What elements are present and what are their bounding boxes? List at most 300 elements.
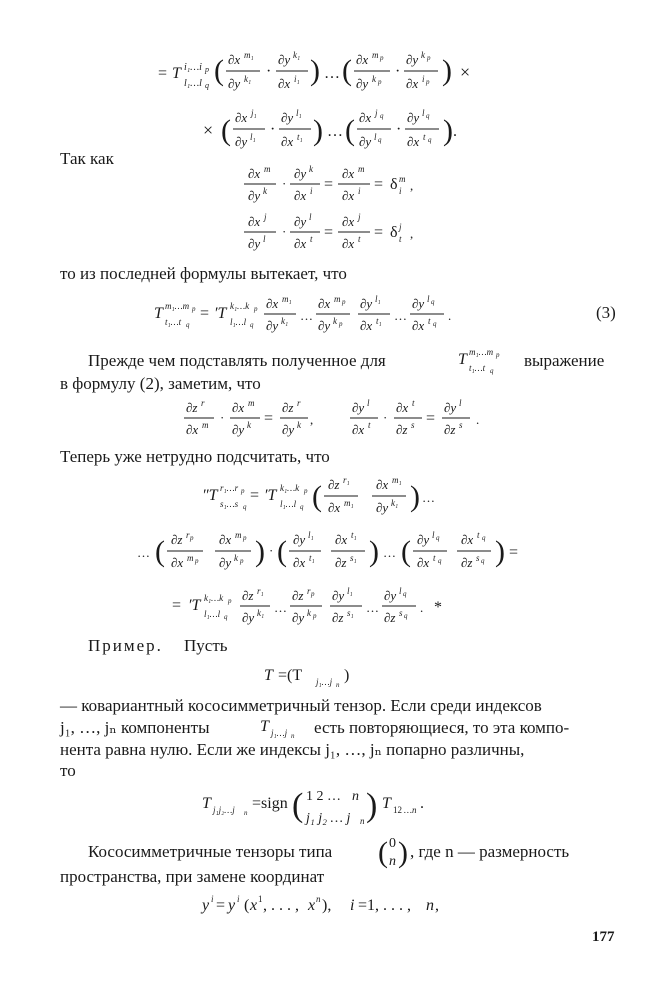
svg-text:·: ·: [220, 410, 225, 425]
svg-text:j: j: [375, 108, 378, 118]
svg-text:δ: δ: [390, 224, 398, 241]
svg-text:n: n: [360, 816, 365, 826]
svg-text:∂z: ∂z: [292, 588, 304, 603]
svg-text:i: i: [310, 186, 313, 196]
svg-text:…: …: [274, 600, 287, 615]
svg-text:t: t: [368, 420, 371, 430]
svg-text:j₁j₂…j: j₁j₂…j: [213, 805, 235, 815]
svg-text:l₁…l: l₁…l: [280, 499, 297, 509]
svg-text:…n: …n: [404, 805, 417, 815]
svg-text:l: l: [367, 398, 370, 408]
svg-text:∂x: ∂x: [335, 532, 348, 547]
svg-text:m₁…m: m₁…m: [165, 301, 190, 311]
svg-text:…: …: [324, 65, 340, 82]
svg-text:l: l: [459, 398, 462, 408]
svg-text:m: m: [399, 174, 406, 184]
svg-text:l: l: [427, 294, 430, 304]
formula-big-3-svg: [170, 582, 510, 632]
svg-text:): ): [366, 787, 378, 824]
svg-text:(: (: [214, 54, 224, 87]
svg-text:∂x: ∂x: [406, 76, 419, 91]
svg-text:k: k: [263, 186, 267, 196]
svg-text:∂x: ∂x: [266, 296, 279, 311]
svg-text:q: q: [428, 136, 432, 144]
svg-text:): ): [410, 480, 420, 513]
svg-text:∂y: ∂y: [266, 318, 279, 333]
svg-text:=: =: [509, 544, 519, 561]
svg-text:q: q: [481, 557, 485, 565]
svg-text:): ): [369, 535, 379, 568]
svg-text:∂z: ∂z: [444, 422, 456, 437]
svg-text:T: T: [458, 351, 467, 368]
svg-text:p: p: [192, 305, 196, 313]
svg-text:·: ·: [396, 121, 402, 138]
svg-text:T: T: [154, 305, 163, 322]
para2-line2-a: j₁, …, jₙ компоненты: [60, 718, 210, 737]
svg-text:p: p: [195, 557, 199, 565]
svg-text:p: p: [254, 305, 258, 313]
svg-text:∂z: ∂z: [186, 400, 198, 415]
svg-text:∂x: ∂x: [342, 166, 355, 181]
svg-text:∂x: ∂x: [232, 400, 245, 415]
svg-text:p: p: [304, 487, 308, 495]
svg-text:∂y: ∂y: [293, 532, 306, 547]
svg-text:∂z: ∂z: [335, 555, 347, 570]
svg-text:(: (: [378, 836, 388, 869]
text-tak-kak: Так как: [60, 149, 114, 168]
svg-text:∂x: ∂x: [342, 188, 355, 203]
svg-text:′T: ′T: [214, 305, 227, 322]
svg-text:i₁…i: i₁…i: [184, 62, 202, 73]
formula-example-T-svg: [262, 660, 392, 690]
formula-top-line2-svg: [195, 100, 495, 160]
svg-text:∂x: ∂x: [356, 52, 369, 67]
svg-text:l: l: [374, 132, 377, 142]
svg-text:l: l: [422, 108, 425, 118]
svg-text:∂x: ∂x: [294, 188, 307, 203]
svg-text:i: i: [358, 186, 361, 196]
svg-text:t: t: [433, 553, 436, 563]
svg-text:∂z: ∂z: [332, 610, 344, 625]
svg-text:∂x: ∂x: [228, 52, 241, 67]
svg-text:×: ×: [203, 120, 214, 140]
svg-text:x: x: [308, 897, 316, 914]
svg-text:m: m: [372, 50, 379, 60]
svg-text:∂y: ∂y: [332, 588, 345, 603]
svg-text:q: q: [426, 112, 430, 120]
para2-line3: нента равна нулю. Если же индексы j₁, …, jₙ попарно различны,: [60, 740, 525, 759]
svg-text:∂x: ∂x: [342, 236, 355, 251]
svg-text:y: y: [202, 897, 210, 914]
svg-text:l₁…l: l₁…l: [184, 78, 202, 89]
svg-text:(: (: [292, 787, 304, 824]
svg-text:l₁: l₁: [375, 294, 381, 304]
svg-text:r₁…r: r₁…r: [220, 483, 239, 493]
text-now-easy: Теперь уже нетрудно подсчитать, что: [60, 447, 330, 466]
svg-text:i: i: [350, 897, 355, 914]
svg-text:∂y: ∂y: [360, 296, 373, 311]
svg-text:, . . . ,: , . . . ,: [263, 897, 299, 914]
svg-text:′T: ′T: [264, 487, 277, 504]
svg-text:p: p: [339, 320, 343, 328]
para3-part-a: Кососимметричные тензоры типа: [88, 842, 333, 861]
svg-text:m: m: [187, 553, 194, 563]
svg-text:…: …: [137, 545, 150, 560]
svg-text:∂x: ∂x: [342, 214, 355, 229]
svg-text:∂z: ∂z: [328, 477, 340, 492]
svg-text:∂y: ∂y: [412, 296, 425, 311]
formula-delta-1: [240, 162, 460, 208]
svg-text:j: j: [264, 212, 267, 222]
svg-text:∂x: ∂x: [376, 477, 389, 492]
svg-text:(: (: [221, 114, 231, 147]
svg-text:p: p: [342, 298, 346, 306]
svg-text:k₁…k: k₁…k: [280, 483, 300, 493]
svg-text:k₁: k₁: [293, 50, 301, 60]
svg-text:x: x: [250, 897, 258, 914]
svg-text:∂x: ∂x: [352, 422, 365, 437]
svg-text:T: T: [260, 718, 269, 735]
svg-text:·: ·: [266, 63, 272, 80]
svg-text:p: p: [240, 557, 244, 565]
svg-text:t₁: t₁: [376, 316, 382, 326]
svg-text:∂y: ∂y: [417, 532, 430, 547]
formula-top-line1-svg: [150, 40, 530, 100]
svg-text:t₁…t: t₁…t: [165, 317, 182, 327]
svg-text:δ: δ: [390, 176, 398, 193]
page-number: 177: [592, 929, 615, 945]
svg-text:j: j: [358, 212, 361, 222]
svg-text:·: ·: [270, 121, 276, 138]
svg-text:t: t: [423, 132, 426, 142]
svg-text:k: k: [309, 164, 313, 174]
svg-text:…: …: [383, 545, 396, 560]
svg-text:p: p: [311, 590, 315, 598]
para3-part-b: , где n — размерность: [410, 842, 570, 861]
svg-text:l₁…l: l₁…l: [230, 317, 247, 327]
svg-text:q: q: [438, 557, 442, 565]
svg-text:=: =: [264, 410, 274, 427]
svg-text:∂x: ∂x: [412, 318, 425, 333]
svg-text:=1, . . . ,: =1, . . . ,: [358, 897, 412, 914]
svg-text:s₁: s₁: [347, 608, 354, 618]
formula-delta-2-svg: [240, 210, 460, 256]
svg-text:∂x: ∂x: [281, 134, 294, 149]
svg-text:∂y: ∂y: [292, 610, 305, 625]
svg-text:=: =: [172, 597, 182, 614]
svg-text:k₁…k: k₁…k: [204, 593, 224, 603]
svg-text:.: .: [420, 795, 424, 812]
example-let: Пусть: [184, 636, 228, 655]
svg-text:): ): [255, 535, 265, 568]
text-then-follows: то из последней формулы вытекает, что: [60, 264, 347, 283]
svg-text:∂y: ∂y: [278, 52, 291, 67]
svg-text:∂x: ∂x: [360, 318, 373, 333]
svg-text:l: l: [263, 234, 266, 244]
svg-text:=: =: [158, 65, 168, 82]
formula-coord-svg: [200, 888, 500, 918]
svg-text:n: n: [389, 854, 396, 869]
svg-text:r: r: [297, 398, 301, 408]
svg-text:T: T: [264, 667, 273, 684]
svg-text:∂y: ∂y: [248, 236, 261, 251]
svg-text:=: =: [426, 410, 436, 427]
svg-text:i: i: [399, 186, 402, 196]
svg-text:n: n: [244, 809, 248, 817]
formula-eq3: [150, 290, 550, 340]
svg-text:′T: ′T: [188, 597, 201, 614]
svg-text:p: p: [190, 534, 194, 542]
svg-text:∂x: ∂x: [359, 110, 372, 125]
svg-text:j₁…j: j₁…j: [316, 677, 333, 687]
svg-text:k: k: [372, 74, 376, 84]
svg-text:.: .: [420, 600, 424, 615]
svg-text:T: T: [172, 65, 181, 82]
svg-text:,: ,: [410, 226, 414, 241]
svg-text:n: n: [352, 789, 359, 804]
svg-text:n: n: [426, 897, 434, 914]
svg-text:n: n: [291, 732, 295, 739]
svg-text:q: q: [250, 321, 254, 329]
svg-text:·: ·: [282, 176, 287, 191]
svg-text:k: k: [247, 420, 251, 430]
svg-text:…: …: [394, 308, 407, 323]
svg-text:∂y: ∂y: [248, 188, 261, 203]
svg-text:s: s: [459, 420, 463, 430]
svg-text:0: 0: [389, 836, 396, 851]
svg-text:…: …: [422, 490, 435, 505]
svg-text:r₁: r₁: [343, 475, 350, 485]
svg-text:.: .: [476, 412, 480, 427]
svg-text:p: p: [243, 534, 247, 542]
svg-text:.: .: [453, 123, 457, 140]
svg-text:∂y: ∂y: [359, 134, 372, 149]
para1-inline-T: [456, 342, 520, 376]
svg-text:=: =: [216, 897, 226, 914]
svg-text:l₁: l₁: [347, 586, 353, 596]
svg-text:k: k: [297, 420, 301, 430]
svg-text:i: i: [422, 74, 425, 84]
svg-text:∂z: ∂z: [242, 588, 254, 603]
svg-text:∂z: ∂z: [461, 555, 473, 570]
formula-coord: [200, 888, 500, 918]
svg-text:m₁…m: m₁…m: [469, 347, 494, 357]
svg-text:=: =: [324, 224, 334, 241]
svg-text:s: s: [411, 420, 415, 430]
svg-text:∂x: ∂x: [278, 76, 291, 91]
svg-text:×: ×: [460, 62, 471, 82]
svg-text:k₁…k: k₁…k: [230, 301, 250, 311]
svg-text:l₁…l: l₁…l: [204, 609, 221, 619]
svg-text:∂y: ∂y: [282, 422, 295, 437]
svg-text:=: =: [324, 176, 334, 193]
svg-text:p: p: [205, 65, 209, 74]
svg-text:t: t: [477, 530, 480, 540]
svg-text:∂x: ∂x: [219, 532, 232, 547]
svg-text:r: r: [307, 586, 311, 596]
formula-example-T: [262, 660, 392, 690]
svg-text:t₁: t₁: [297, 132, 303, 142]
svg-text:∂x: ∂x: [293, 555, 306, 570]
svg-text:n: n: [316, 894, 321, 904]
svg-text:m: m: [264, 164, 271, 174]
svg-text:∂x: ∂x: [318, 296, 331, 311]
svg-text:l: l: [432, 530, 435, 540]
svg-text:(: (: [401, 535, 411, 568]
svg-text:,: ,: [435, 897, 439, 914]
svg-text:j₁ j₂ … j: j₁ j₂ … j: [306, 811, 351, 826]
svg-text:m₁: m₁: [392, 475, 402, 485]
svg-text:∂x: ∂x: [461, 532, 474, 547]
svg-text:m₁: m₁: [344, 498, 354, 508]
svg-text:∂y: ∂y: [228, 76, 241, 91]
svg-text:m: m: [358, 164, 365, 174]
svg-text:k₁: k₁: [281, 316, 289, 326]
formula-sign: [200, 780, 500, 832]
svg-text:T: T: [202, 795, 211, 812]
svg-text:l₁: l₁: [296, 108, 302, 118]
svg-text:t₁: t₁: [351, 530, 357, 540]
svg-text:·: ·: [282, 224, 287, 239]
svg-text:1 2 …: 1 2 …: [306, 789, 341, 804]
svg-text:∂y: ∂y: [356, 76, 369, 91]
svg-text:l₁: l₁: [308, 530, 314, 540]
example-label: Пример.: [88, 636, 163, 655]
svg-text:=: =: [200, 305, 210, 322]
svg-text:∂z: ∂z: [396, 422, 408, 437]
para1-part-b: выражение: [524, 351, 605, 370]
svg-text:=: =: [374, 224, 384, 241]
svg-text:…: …: [366, 600, 379, 615]
svg-text:∂x: ∂x: [171, 555, 184, 570]
svg-text:(: (: [155, 535, 165, 568]
svg-text:12: 12: [393, 805, 402, 815]
svg-text:t: t: [428, 316, 431, 326]
svg-text:q: q: [300, 503, 304, 511]
svg-text:=(T: =(T: [278, 667, 303, 684]
svg-text:p: p: [228, 597, 232, 605]
svg-text:q: q: [431, 298, 435, 306]
svg-text:): ): [442, 54, 452, 87]
para2-inline-T: [258, 713, 310, 739]
svg-text:(: (: [244, 897, 250, 914]
svg-text:i: i: [211, 894, 214, 904]
formula-big-2-svg: [135, 525, 555, 581]
svg-text:q: q: [403, 590, 407, 598]
svg-text:s: s: [476, 553, 480, 563]
formula-delta-2: [240, 210, 460, 256]
para3-line2: пространства, при замене координат: [60, 867, 325, 886]
formula-big-2: [135, 525, 555, 581]
formula-chain-svg: [180, 396, 520, 442]
svg-text:∂x: ∂x: [294, 236, 307, 251]
formula-eq3-svg: [150, 290, 550, 340]
svg-text:q: q: [436, 534, 440, 542]
svg-text:k₁: k₁: [257, 608, 265, 618]
svg-text:q: q: [404, 612, 408, 620]
svg-text:,: ,: [310, 412, 314, 427]
svg-text:j₁…j: j₁…j: [271, 728, 288, 738]
svg-text:t: t: [399, 234, 402, 244]
svg-text:q: q: [378, 136, 382, 144]
svg-text:p: p: [241, 487, 245, 495]
svg-text:∂y: ∂y: [407, 110, 420, 125]
svg-text:p: p: [426, 78, 430, 86]
svg-text:t: t: [358, 234, 361, 244]
svg-text:∂y: ∂y: [281, 110, 294, 125]
svg-text:q: q: [433, 320, 437, 328]
formula-chain: [180, 396, 520, 442]
para1-inline-T-svg: [456, 342, 520, 376]
para1-part-c: в формулу (2), заметим, что: [60, 374, 261, 393]
svg-text:k₁: k₁: [391, 498, 399, 508]
svg-text:∂y: ∂y: [352, 400, 365, 415]
svg-text:m: m: [235, 530, 242, 540]
svg-text:m: m: [334, 294, 341, 304]
svg-text:): ): [344, 667, 350, 684]
svg-text:i₁: i₁: [294, 74, 300, 84]
svg-text:p: p: [427, 54, 431, 62]
para2-inline-T-svg: [258, 713, 310, 739]
svg-text:∂y: ∂y: [294, 166, 307, 181]
svg-text:p: p: [313, 612, 317, 620]
svg-text:T: T: [382, 795, 391, 812]
equation-number: (3): [596, 303, 616, 322]
formula-top-line1: [150, 40, 530, 100]
svg-text:y: y: [228, 897, 236, 914]
svg-text:*: *: [434, 599, 442, 616]
svg-text:q: q: [243, 503, 247, 511]
svg-text:t₁…t: t₁…t: [469, 363, 486, 373]
svg-text:…: …: [300, 308, 313, 323]
svg-text:1: 1: [258, 894, 263, 904]
svg-text:r: r: [201, 398, 205, 408]
svg-text:l: l: [399, 586, 402, 596]
svg-text:.: .: [448, 308, 452, 323]
svg-text:∂x: ∂x: [186, 422, 199, 437]
svg-text:n: n: [336, 681, 340, 689]
svg-text:∂y: ∂y: [444, 400, 457, 415]
svg-text:p: p: [380, 54, 384, 62]
svg-text:i: i: [237, 894, 240, 904]
formula-big-1-svg: [200, 470, 500, 526]
svg-text:k: k: [333, 316, 337, 326]
svg-text:″T: ″T: [202, 487, 218, 504]
svg-text:(: (: [277, 535, 287, 568]
type-0n-vector: [378, 830, 408, 874]
svg-text:k: k: [234, 553, 238, 563]
svg-text:): ): [398, 836, 408, 869]
svg-text:s: s: [399, 608, 403, 618]
svg-text:q: q: [186, 321, 190, 329]
svg-text:(: (: [345, 114, 355, 147]
svg-text:p: p: [496, 351, 500, 359]
svg-text:=: =: [250, 487, 260, 504]
svg-text:…: …: [327, 123, 343, 140]
svg-text:∂y: ∂y: [242, 610, 255, 625]
svg-text:∂y: ∂y: [232, 422, 245, 437]
svg-text:∂x: ∂x: [248, 166, 261, 181]
svg-text:q: q: [224, 613, 228, 621]
svg-text:j₁: j₁: [251, 108, 257, 118]
svg-text:∂x: ∂x: [396, 400, 409, 415]
formula-delta-1-svg: [240, 162, 460, 208]
para2-line2-b: есть повторяющиеся, то эта компо-: [314, 718, 570, 737]
svg-text:∂x: ∂x: [328, 500, 341, 515]
svg-text:k: k: [307, 608, 311, 618]
svg-text:): ): [313, 114, 323, 147]
svg-text:∂y: ∂y: [294, 214, 307, 229]
